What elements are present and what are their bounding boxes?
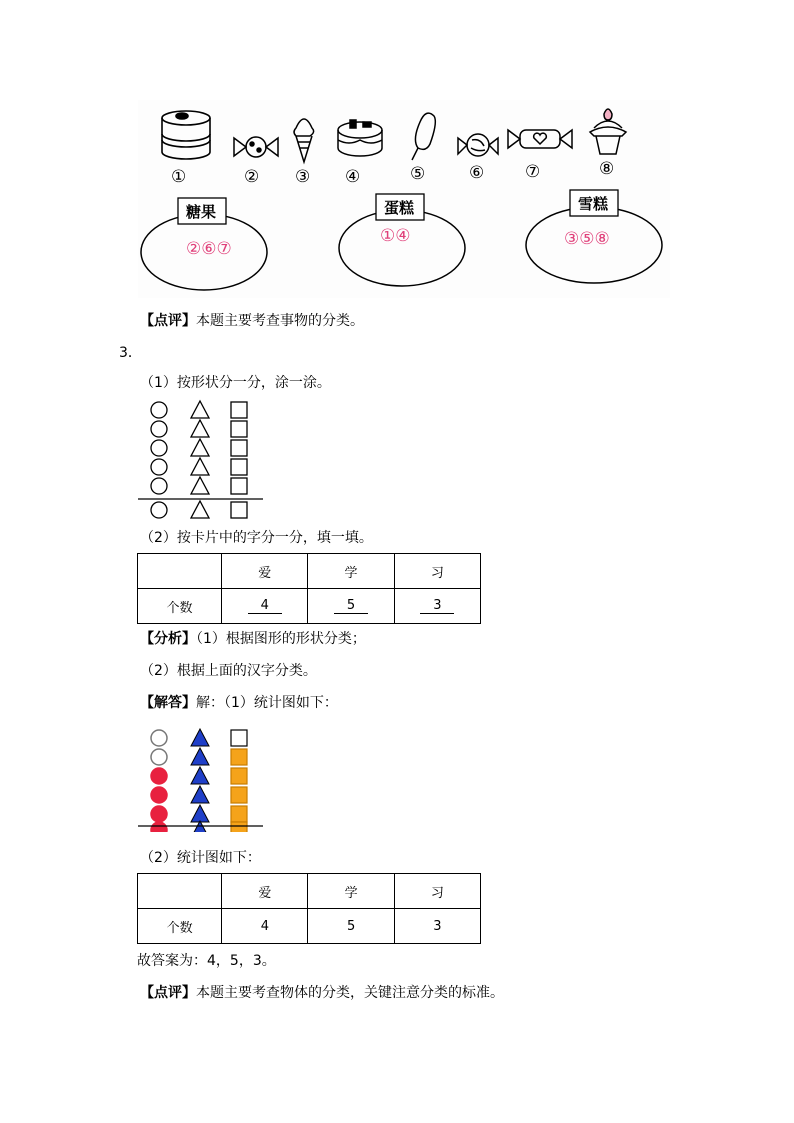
colored-circle-shape bbox=[151, 749, 167, 765]
comment-2-tag: 【点评】 bbox=[140, 985, 196, 1001]
colored-triangle-shape bbox=[191, 767, 209, 784]
square-shape bbox=[231, 440, 247, 456]
item-number-3: ③ bbox=[295, 167, 311, 187]
shapes-grid-colored bbox=[138, 724, 266, 832]
shapes-grid-blank bbox=[138, 398, 266, 524]
table-header-ai: 爱 bbox=[222, 554, 308, 589]
colored-square-shape bbox=[231, 749, 247, 765]
square-shape bbox=[231, 421, 247, 437]
item-number-1: ① bbox=[171, 167, 187, 187]
colored-square-shape bbox=[231, 768, 247, 784]
comment-1-tag: 【点评】 bbox=[140, 313, 196, 329]
item-number-8: ⑧ bbox=[599, 159, 615, 179]
colored-triangle-shape bbox=[191, 805, 209, 822]
colored-circle-shape bbox=[151, 730, 167, 746]
answer-table-header-ai: 爱 bbox=[222, 874, 308, 909]
item-number-6: ⑥ bbox=[469, 163, 485, 183]
circle-shape bbox=[151, 502, 167, 518]
group-answer-cake: ①④ bbox=[380, 226, 411, 246]
analysis-tag: 【分析】 bbox=[140, 631, 196, 647]
table-row-label: 个数 bbox=[138, 589, 222, 624]
solution-text-1: 解：（1）统计图如下： bbox=[196, 695, 338, 711]
table-cell bbox=[308, 589, 394, 624]
circle-shape bbox=[151, 421, 167, 437]
circle-shape bbox=[151, 402, 167, 418]
square-shape bbox=[231, 459, 247, 475]
group-label-cake: 蛋糕 bbox=[384, 199, 415, 217]
answer-table-header-xi: 习 bbox=[394, 874, 480, 909]
answer-table-value-ai: 4 bbox=[222, 909, 308, 944]
analysis-line-1 bbox=[140, 629, 366, 649]
colored-circle-shape bbox=[151, 768, 167, 784]
solution-tag: 【解答】 bbox=[140, 695, 196, 711]
final-answer: 故答案为：4，5，3。 bbox=[137, 953, 276, 969]
answer-table bbox=[137, 873, 481, 944]
table-header-xi: 习 bbox=[394, 554, 480, 589]
triangle-shape bbox=[191, 458, 209, 475]
colored-triangle-shape bbox=[191, 729, 209, 746]
answer-table-header-empty bbox=[138, 874, 222, 909]
circle-shape bbox=[151, 459, 167, 475]
circle-shape bbox=[151, 440, 167, 456]
square-shape bbox=[231, 402, 247, 418]
triangle-shape bbox=[191, 420, 209, 437]
question-number: 3． bbox=[119, 345, 142, 361]
colored-square-shape bbox=[231, 822, 247, 832]
comment-1 bbox=[140, 311, 364, 331]
table-header-empty bbox=[138, 554, 222, 589]
triangle-shape bbox=[191, 477, 209, 494]
item-number-2: ② bbox=[244, 167, 260, 187]
colored-triangle-shape bbox=[191, 748, 209, 765]
triangle-shape bbox=[191, 401, 209, 418]
comment-2-text: 本题主要考查物体的分类，关键注意分类的标准。 bbox=[196, 985, 504, 1001]
group-label-icecream: 雪糕 bbox=[578, 195, 609, 213]
answer-table-header-xue: 学 bbox=[308, 874, 394, 909]
triangle-shape bbox=[191, 501, 209, 518]
group-answer-candy: ②⑥⑦ bbox=[186, 239, 232, 259]
item-number-4: ④ bbox=[345, 167, 361, 187]
colored-square-shape bbox=[231, 787, 247, 803]
colored-circle-shape bbox=[151, 822, 167, 832]
fill-table bbox=[137, 553, 481, 624]
answer-blank-ai: 4 bbox=[248, 599, 282, 614]
table-header-xue: 学 bbox=[308, 554, 394, 589]
comment-2 bbox=[140, 983, 504, 1003]
table-cell bbox=[394, 589, 480, 624]
square-shape bbox=[231, 478, 247, 494]
answer-blank-xue: 5 bbox=[334, 599, 368, 614]
colored-square-shape bbox=[231, 730, 247, 746]
classification-figure bbox=[138, 100, 670, 298]
part-1-instruction: （1）按形状分一分，涂一涂。 bbox=[140, 375, 331, 391]
colored-circle-shape bbox=[151, 806, 167, 822]
answer-blank-xi: 3 bbox=[420, 599, 454, 614]
circle-shape bbox=[151, 478, 167, 494]
solution-line-2: （2）统计图如下： bbox=[140, 850, 261, 866]
part-2-instruction: （2）按卡片中的字分一分，填一填。 bbox=[140, 530, 373, 546]
group-answer-icecream: ③⑤⑧ bbox=[564, 229, 610, 249]
answer-table-row-label: 个数 bbox=[138, 909, 222, 944]
solution-line-1 bbox=[140, 693, 338, 713]
item-number-7: ⑦ bbox=[525, 162, 541, 182]
answer-table-value-xue: 5 bbox=[308, 909, 394, 944]
group-label-candy: 糖果 bbox=[186, 203, 217, 221]
colored-triangle-shape bbox=[191, 786, 209, 803]
analysis-line-2: （2）根据上面的汉字分类。 bbox=[140, 663, 317, 679]
item-number-5: ⑤ bbox=[410, 164, 426, 184]
answer-table-value-xi: 3 bbox=[394, 909, 480, 944]
comment-1-text: 本题主要考查事物的分类。 bbox=[196, 313, 364, 329]
colored-square-shape bbox=[231, 806, 247, 822]
colored-circle-shape bbox=[151, 787, 167, 803]
square-shape bbox=[231, 502, 247, 518]
triangle-shape bbox=[191, 439, 209, 456]
table-cell bbox=[222, 589, 308, 624]
analysis-text-1: （1）根据图形的形状分类； bbox=[196, 631, 366, 647]
